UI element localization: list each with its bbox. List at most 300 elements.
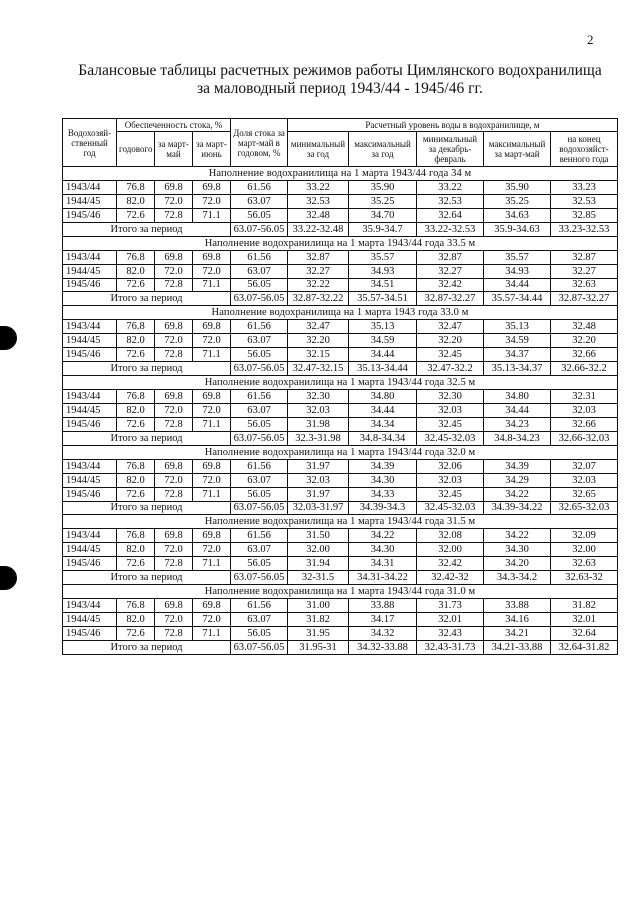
value-cell: 34.70: [349, 208, 417, 222]
value-cell: 72.8: [155, 208, 193, 222]
year-cell: 1943/44: [63, 320, 117, 334]
section-row: [63, 306, 618, 320]
value-cell: 32.65: [551, 487, 618, 501]
table-row: [63, 348, 618, 362]
total-label: Итого за период: [63, 292, 231, 306]
header-mar-jun: за март-июнь: [193, 132, 231, 167]
table-header: [63, 119, 618, 167]
value-cell: 34.80: [349, 390, 417, 404]
value-cell: 61.56: [231, 250, 288, 264]
year-cell: 1945/46: [63, 348, 117, 362]
value-cell: 34.34: [349, 417, 417, 431]
value-cell: 76.8: [117, 390, 155, 404]
punch-hole: [0, 326, 17, 350]
value-cell: 61.56: [231, 599, 288, 613]
value-cell: 32.87: [551, 250, 618, 264]
total-value: 34.21-33.88: [484, 640, 551, 654]
total-value: 32.87-32.22: [288, 292, 349, 306]
value-cell: 32.45: [417, 348, 484, 362]
value-cell: 56.05: [231, 487, 288, 501]
value-cell: 34.93: [349, 264, 417, 278]
header-min-dec-feb: минимальный за декабрь-февраль: [417, 132, 484, 167]
value-cell: 35.13: [484, 320, 551, 334]
section-title: Наполнение водохранилища на 1 марта 1943/44 года 33.5 м: [63, 236, 618, 250]
header-mar-may: за март-май: [155, 132, 193, 167]
table-row: [63, 473, 618, 487]
value-cell: 72.6: [117, 208, 155, 222]
value-cell: 32.42: [417, 557, 484, 571]
header-year: Водохозяй-ственный год: [63, 119, 117, 167]
value-cell: 72.0: [193, 473, 231, 487]
section-title: Наполнение водохранилища на 1 марта 1943 года 33.0 м: [63, 306, 618, 320]
value-cell: 69.8: [155, 390, 193, 404]
value-cell: 32.53: [417, 194, 484, 208]
year-cell: 1945/46: [63, 417, 117, 431]
value-cell: 32.63: [551, 557, 618, 571]
table-body: [63, 167, 618, 655]
value-cell: 72.8: [155, 626, 193, 640]
value-cell: 34.80: [484, 390, 551, 404]
value-cell: 35.25: [484, 194, 551, 208]
table-row: [63, 557, 618, 571]
value-cell: 63.07: [231, 194, 288, 208]
total-label: Итого за период: [63, 640, 231, 654]
total-label: Итого за период: [63, 362, 231, 376]
value-cell: 34.30: [484, 543, 551, 557]
value-cell: 32.08: [417, 529, 484, 543]
total-value: 34.31-34.22: [349, 571, 417, 585]
value-cell: 32.00: [551, 543, 618, 557]
value-cell: 56.05: [231, 557, 288, 571]
value-cell: 69.8: [193, 320, 231, 334]
value-cell: 72.8: [155, 557, 193, 571]
year-cell: 1943/44: [63, 529, 117, 543]
value-cell: 34.44: [484, 403, 551, 417]
value-cell: 35.90: [484, 180, 551, 194]
total-value: 32.87-32.27: [551, 292, 618, 306]
year-cell: 1944/45: [63, 613, 117, 627]
value-cell: 72.8: [155, 487, 193, 501]
section-title: Наполнение водохранилища на 1 марта 1943/44 года 34 м: [63, 167, 618, 181]
value-cell: 72.0: [193, 543, 231, 557]
value-cell: 71.1: [193, 278, 231, 292]
value-cell: 69.8: [155, 320, 193, 334]
value-cell: 72.0: [193, 264, 231, 278]
value-cell: 71.1: [193, 417, 231, 431]
section-title: Наполнение водохранилища на 1 марта 1943/44 года 32.5 м: [63, 376, 618, 390]
year-cell: 1944/45: [63, 473, 117, 487]
year-cell: 1943/44: [63, 180, 117, 194]
value-cell: 34.22: [484, 529, 551, 543]
value-cell: 71.1: [193, 626, 231, 640]
value-cell: 32.43: [417, 626, 484, 640]
total-value: 35.13-34.44: [349, 362, 417, 376]
year-cell: 1945/46: [63, 487, 117, 501]
value-cell: 32.45: [417, 487, 484, 501]
value-cell: 33.88: [349, 599, 417, 613]
header-supply-group: Обеспеченность стока, %: [117, 119, 231, 132]
value-cell: 71.1: [193, 348, 231, 362]
total-value: 34.8-34.23: [484, 431, 551, 445]
header-min-year: минимальный за год: [288, 132, 349, 167]
value-cell: 35.25: [349, 194, 417, 208]
value-cell: 56.05: [231, 208, 288, 222]
total-value: 32.63-32: [551, 571, 618, 585]
value-cell: 69.8: [193, 390, 231, 404]
value-cell: 32.53: [288, 194, 349, 208]
value-cell: 31.98: [288, 417, 349, 431]
value-cell: 32.06: [417, 459, 484, 473]
section-title: Наполнение водохранилища на 1 марта 1943/44 года 32.0 м: [63, 445, 618, 459]
value-cell: 56.05: [231, 348, 288, 362]
value-cell: 69.8: [193, 250, 231, 264]
value-cell: 69.8: [155, 599, 193, 613]
total-value: 32.66-32.03: [551, 431, 618, 445]
value-cell: 32.03: [551, 473, 618, 487]
total-value: 32.64-31.82: [551, 640, 618, 654]
value-cell: 61.56: [231, 529, 288, 543]
value-cell: 72.0: [155, 613, 193, 627]
header-level-group: Расчетный уровень воды в водохранилище, м: [288, 119, 618, 132]
value-cell: 32.22: [288, 278, 349, 292]
total-value: 35.13-34.37: [484, 362, 551, 376]
value-cell: 72.0: [155, 194, 193, 208]
value-cell: 71.1: [193, 487, 231, 501]
value-cell: 69.8: [155, 250, 193, 264]
value-cell: 72.6: [117, 487, 155, 501]
value-cell: 72.0: [193, 403, 231, 417]
value-cell: 32.03: [417, 473, 484, 487]
value-cell: 32.03: [417, 403, 484, 417]
section-row: [63, 236, 618, 250]
punch-hole: [0, 566, 17, 590]
total-value: 35.57-34.51: [349, 292, 417, 306]
value-cell: 71.1: [193, 557, 231, 571]
total-value: 32.87-32.27: [417, 292, 484, 306]
value-cell: 32.00: [288, 543, 349, 557]
value-cell: 34.31: [349, 557, 417, 571]
value-cell: 32.87: [288, 250, 349, 264]
total-value: 33.22-32.53: [417, 222, 484, 236]
value-cell: 63.07: [231, 543, 288, 557]
table-row: [63, 180, 618, 194]
total-value: 63.07-56.05: [231, 640, 288, 654]
value-cell: 32.64: [551, 626, 618, 640]
year-cell: 1945/46: [63, 626, 117, 640]
value-cell: 76.8: [117, 320, 155, 334]
total-row: [63, 431, 618, 445]
total-value: 32.45-32.03: [417, 501, 484, 515]
value-cell: 76.8: [117, 459, 155, 473]
value-cell: 63.07: [231, 403, 288, 417]
value-cell: 72.0: [193, 194, 231, 208]
value-cell: 72.6: [117, 557, 155, 571]
total-value: 63.07-56.05: [231, 571, 288, 585]
year-cell: 1945/46: [63, 278, 117, 292]
value-cell: 69.8: [155, 529, 193, 543]
year-cell: 1943/44: [63, 390, 117, 404]
section-title: Наполнение водохранилища на 1 марта 1943/44 года 31.0 м: [63, 585, 618, 599]
total-value: 32.42-32: [417, 571, 484, 585]
value-cell: 32.47: [288, 320, 349, 334]
value-cell: 34.59: [349, 334, 417, 348]
value-cell: 32.20: [288, 334, 349, 348]
total-row: [63, 362, 618, 376]
value-cell: 34.37: [484, 348, 551, 362]
table-row: [63, 599, 618, 613]
value-cell: 56.05: [231, 278, 288, 292]
value-cell: 76.8: [117, 529, 155, 543]
value-cell: 61.56: [231, 459, 288, 473]
value-cell: 31.73: [417, 599, 484, 613]
value-cell: 31.50: [288, 529, 349, 543]
value-cell: 34.39: [484, 459, 551, 473]
value-cell: 31.95: [288, 626, 349, 640]
value-cell: 32.20: [417, 334, 484, 348]
table-row: [63, 390, 618, 404]
value-cell: 32.03: [288, 403, 349, 417]
value-cell: 34.32: [349, 626, 417, 640]
value-cell: 72.0: [155, 473, 193, 487]
value-cell: 72.6: [117, 626, 155, 640]
value-cell: 82.0: [117, 613, 155, 627]
value-cell: 72.0: [155, 403, 193, 417]
section-row: [63, 515, 618, 529]
header-share: Доля стока за март-май в годовом, %: [231, 119, 288, 167]
value-cell: 34.63: [484, 208, 551, 222]
value-cell: 72.8: [155, 348, 193, 362]
total-row: [63, 640, 618, 654]
value-cell: 32.03: [288, 473, 349, 487]
value-cell: 32.30: [288, 390, 349, 404]
value-cell: 61.56: [231, 320, 288, 334]
value-cell: 32.48: [288, 208, 349, 222]
value-cell: 32.00: [417, 543, 484, 557]
total-value: 32.47-32.15: [288, 362, 349, 376]
value-cell: 69.8: [193, 529, 231, 543]
value-cell: 82.0: [117, 403, 155, 417]
value-cell: 32.42: [417, 278, 484, 292]
total-value: 34.3-34.2: [484, 571, 551, 585]
value-cell: 63.07: [231, 613, 288, 627]
table-row: [63, 194, 618, 208]
value-cell: 31.97: [288, 459, 349, 473]
value-cell: 34.30: [349, 543, 417, 557]
value-cell: 72.8: [155, 417, 193, 431]
total-value: 63.07-56.05: [231, 292, 288, 306]
value-cell: 33.23: [551, 180, 618, 194]
table-row: [63, 250, 618, 264]
value-cell: 61.56: [231, 390, 288, 404]
value-cell: 32.64: [417, 208, 484, 222]
total-value: 32.45-32.03: [417, 431, 484, 445]
year-cell: 1943/44: [63, 599, 117, 613]
value-cell: 61.56: [231, 180, 288, 194]
year-cell: 1943/44: [63, 459, 117, 473]
value-cell: 32.87: [417, 250, 484, 264]
value-cell: 34.20: [484, 557, 551, 571]
value-cell: 34.29: [484, 473, 551, 487]
year-cell: 1945/46: [63, 557, 117, 571]
value-cell: 34.93: [484, 264, 551, 278]
total-value: 33.22-32.48: [288, 222, 349, 236]
total-value: 32.65-32.03: [551, 501, 618, 515]
value-cell: 72.0: [155, 334, 193, 348]
value-cell: 56.05: [231, 626, 288, 640]
total-value: 32.66-32.2: [551, 362, 618, 376]
value-cell: 33.22: [288, 180, 349, 194]
value-cell: 31.82: [288, 613, 349, 627]
value-cell: 34.59: [484, 334, 551, 348]
balance-table: [62, 118, 618, 655]
header-max-mar-may: максимальный за март-май: [484, 132, 551, 167]
total-value: 32.3-31.98: [288, 431, 349, 445]
total-row: [63, 501, 618, 515]
total-value: 31.95-31: [288, 640, 349, 654]
total-label: Итого за период: [63, 571, 231, 585]
section-row: [63, 167, 618, 181]
value-cell: 32.27: [551, 264, 618, 278]
value-cell: 34.44: [349, 348, 417, 362]
year-cell: 1944/45: [63, 264, 117, 278]
table-row: [63, 626, 618, 640]
table-row: [63, 459, 618, 473]
year-cell: 1944/45: [63, 194, 117, 208]
value-cell: 76.8: [117, 180, 155, 194]
value-cell: 34.44: [484, 278, 551, 292]
table-row: [63, 529, 618, 543]
value-cell: 31.82: [551, 599, 618, 613]
value-cell: 32.66: [551, 348, 618, 362]
table-row: [63, 417, 618, 431]
value-cell: 35.90: [349, 180, 417, 194]
total-value: 32.03-31.97: [288, 501, 349, 515]
total-value: 63.07-56.05: [231, 222, 288, 236]
table-row: [63, 403, 618, 417]
value-cell: 32.07: [551, 459, 618, 473]
value-cell: 72.6: [117, 348, 155, 362]
value-cell: 34.22: [484, 487, 551, 501]
table-row: [63, 487, 618, 501]
value-cell: 34.22: [349, 529, 417, 543]
value-cell: 32.66: [551, 417, 618, 431]
total-value: 35.9-34.7: [349, 222, 417, 236]
value-cell: 72.0: [193, 334, 231, 348]
value-cell: 72.0: [193, 613, 231, 627]
value-cell: 32.63: [551, 278, 618, 292]
value-cell: 32.01: [417, 613, 484, 627]
value-cell: 69.8: [193, 459, 231, 473]
value-cell: 33.88: [484, 599, 551, 613]
year-cell: 1944/45: [63, 334, 117, 348]
value-cell: 72.0: [155, 543, 193, 557]
section-row: [63, 376, 618, 390]
value-cell: 32.01: [551, 613, 618, 627]
header-end-year: на конец водохозяйст-венного года: [551, 132, 618, 167]
value-cell: 76.8: [117, 250, 155, 264]
total-value: 63.07-56.05: [231, 501, 288, 515]
value-cell: 82.0: [117, 194, 155, 208]
value-cell: 63.07: [231, 473, 288, 487]
value-cell: 34.23: [484, 417, 551, 431]
table-row: [63, 613, 618, 627]
value-cell: 32.31: [551, 390, 618, 404]
year-cell: 1944/45: [63, 543, 117, 557]
value-cell: 31.97: [288, 487, 349, 501]
value-cell: 69.8: [155, 459, 193, 473]
header-annual: годового: [117, 132, 155, 167]
year-cell: 1944/45: [63, 403, 117, 417]
title-line-1: Балансовые таблицы расчетных режимов работы Цимлянского водохранилища: [78, 62, 602, 79]
value-cell: 72.6: [117, 417, 155, 431]
document-title: [60, 62, 620, 98]
value-cell: 34.51: [349, 278, 417, 292]
value-cell: 32.48: [551, 320, 618, 334]
page-number: 2: [587, 32, 594, 47]
total-value: 33.23-32.53: [551, 222, 618, 236]
value-cell: 63.07: [231, 264, 288, 278]
total-row: [63, 222, 618, 236]
value-cell: 35.13: [349, 320, 417, 334]
total-label: Итого за период: [63, 222, 231, 236]
value-cell: 32.15: [288, 348, 349, 362]
year-cell: 1943/44: [63, 250, 117, 264]
value-cell: 32.85: [551, 208, 618, 222]
title-line-2: за маловодный период 1943/44 - 1945/46 гг.: [197, 80, 483, 97]
value-cell: 82.0: [117, 473, 155, 487]
value-cell: 82.0: [117, 543, 155, 557]
value-cell: 34.39: [349, 459, 417, 473]
value-cell: 32.03: [551, 403, 618, 417]
total-value: 34.39-34.22: [484, 501, 551, 515]
table-row: [63, 334, 618, 348]
section-row: [63, 445, 618, 459]
value-cell: 34.33: [349, 487, 417, 501]
value-cell: 35.57: [484, 250, 551, 264]
value-cell: 82.0: [117, 264, 155, 278]
total-value: 35.57-34.44: [484, 292, 551, 306]
value-cell: 32.45: [417, 417, 484, 431]
total-value: 34.32-33.88: [349, 640, 417, 654]
value-cell: 72.0: [155, 264, 193, 278]
year-cell: 1945/46: [63, 208, 117, 222]
total-label: Итого за период: [63, 431, 231, 445]
value-cell: 32.53: [551, 194, 618, 208]
total-value: 32.43-31.73: [417, 640, 484, 654]
total-value: 32.47-32.2: [417, 362, 484, 376]
header-max-year: максимальный за год: [349, 132, 417, 167]
value-cell: 71.1: [193, 208, 231, 222]
total-value: 32-31.5: [288, 571, 349, 585]
value-cell: 32.27: [288, 264, 349, 278]
value-cell: 32.27: [417, 264, 484, 278]
total-row: [63, 571, 618, 585]
value-cell: 69.8: [193, 599, 231, 613]
value-cell: 72.8: [155, 278, 193, 292]
value-cell: 32.09: [551, 529, 618, 543]
value-cell: 35.57: [349, 250, 417, 264]
table-row: [63, 208, 618, 222]
total-value: 63.07-56.05: [231, 431, 288, 445]
value-cell: 69.8: [193, 180, 231, 194]
value-cell: 34.16: [484, 613, 551, 627]
value-cell: 72.6: [117, 278, 155, 292]
section-title: Наполнение водохранилища на 1 марта 1943/44 года 31.5 м: [63, 515, 618, 529]
value-cell: 56.05: [231, 417, 288, 431]
value-cell: 34.17: [349, 613, 417, 627]
value-cell: 32.20: [551, 334, 618, 348]
value-cell: 34.30: [349, 473, 417, 487]
